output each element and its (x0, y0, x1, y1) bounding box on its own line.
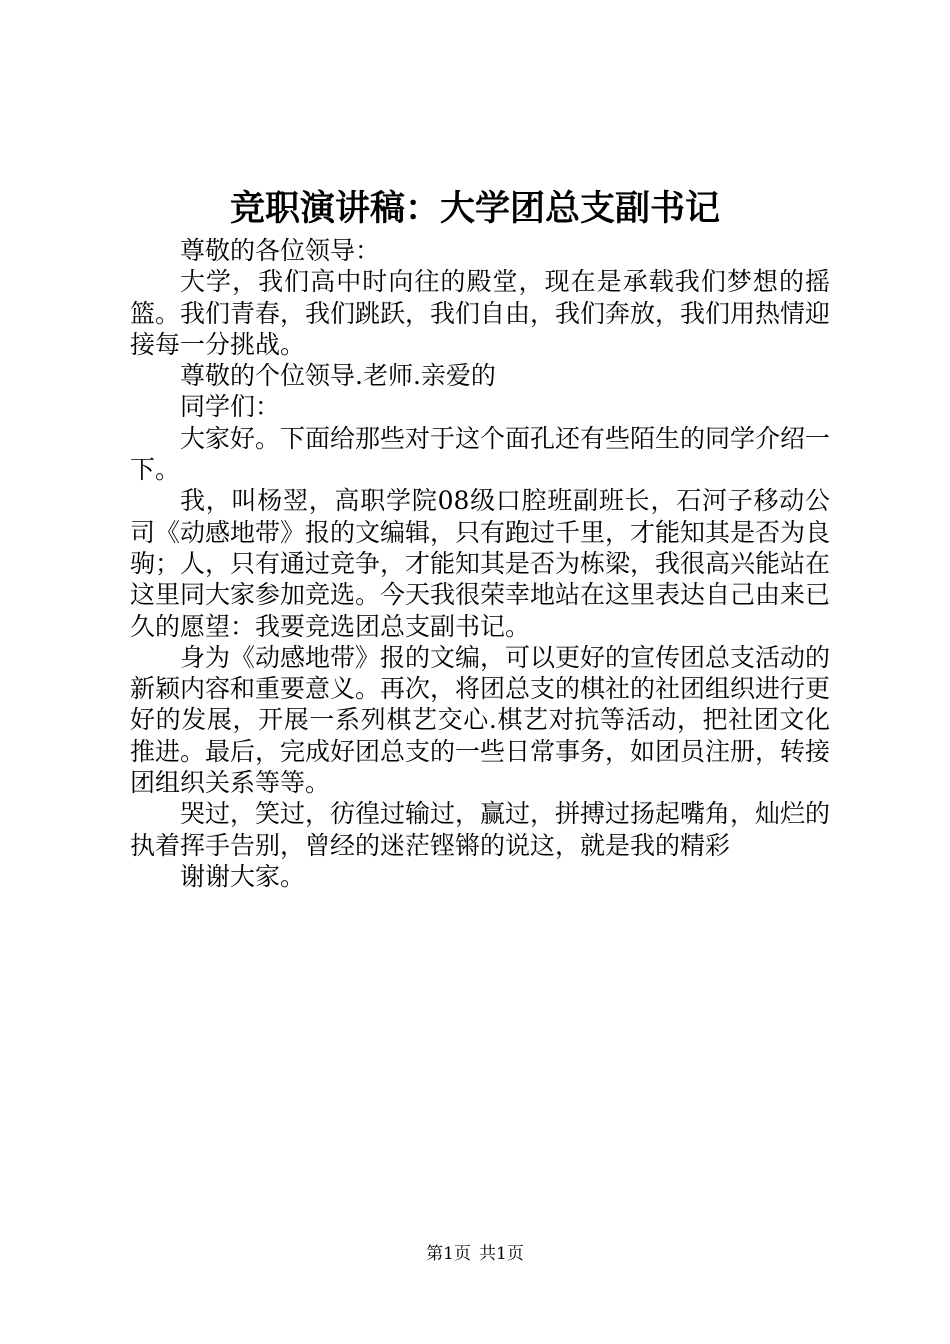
page-total: 共1页 (479, 1244, 524, 1264)
salutation-paragraph: 尊敬的各位领导： (180, 236, 381, 265)
document-title: 竞职演讲稿：大学团总支副书记 (229, 188, 720, 229)
body-paragraph: 身为《动感地带》报的文编，可以更好的宣传团总支活动的新颖内容和重要意义。再次，将团总支的棋社的社团组织进行更好的发展，开展一系列棋艺交心.棋艺对抗等活动，把社团文化推进。最后，完成好团总支的一些日常事务，如团员注册，转接团组织关系等等。 (130, 642, 831, 798)
body-paragraph: 同学们： (180, 392, 281, 422)
document-body (130, 235, 830, 892)
closing-paragraph: 谢谢大家。 (180, 861, 306, 891)
body-paragraph: 尊敬的个位领导.老师.亲爱的 (180, 361, 496, 391)
body-paragraph: 大学，我们高中时向往的殿堂，现在是承载我们梦想的摇篮。我们青春，我们跳跃，我们自由，我们奔放，我们用热情迎接每一分挑战。 (130, 267, 831, 359)
page-footer (0, 1243, 950, 1265)
page-number: 第1页 (426, 1244, 471, 1264)
body-paragraph: 哭过，笑过，彷徨过输过，赢过，拼搏过扬起嘴角，灿烂的执着挥手告别，曾经的迷茫铿锵的说这，就是我的精彩 (130, 799, 831, 860)
body-paragraph: 我，叫杨翌，高职学院08级口腔班副班长，石河子移动公司《动感地带》报的文编辑，只有跑过千里，才能知其是否为良驹；人，只有通过竞争，才能知其是否为栋梁，我很高兴能站在这里同大家参加竞选。今天我很荣幸地站在这里表达自己由来已久的愿望：我要竞选团总支副书记。 (130, 486, 831, 641)
body-paragraph: 大家好。下面给那些对于这个面孔还有些陌生的同学介绍一下。 (130, 423, 831, 485)
